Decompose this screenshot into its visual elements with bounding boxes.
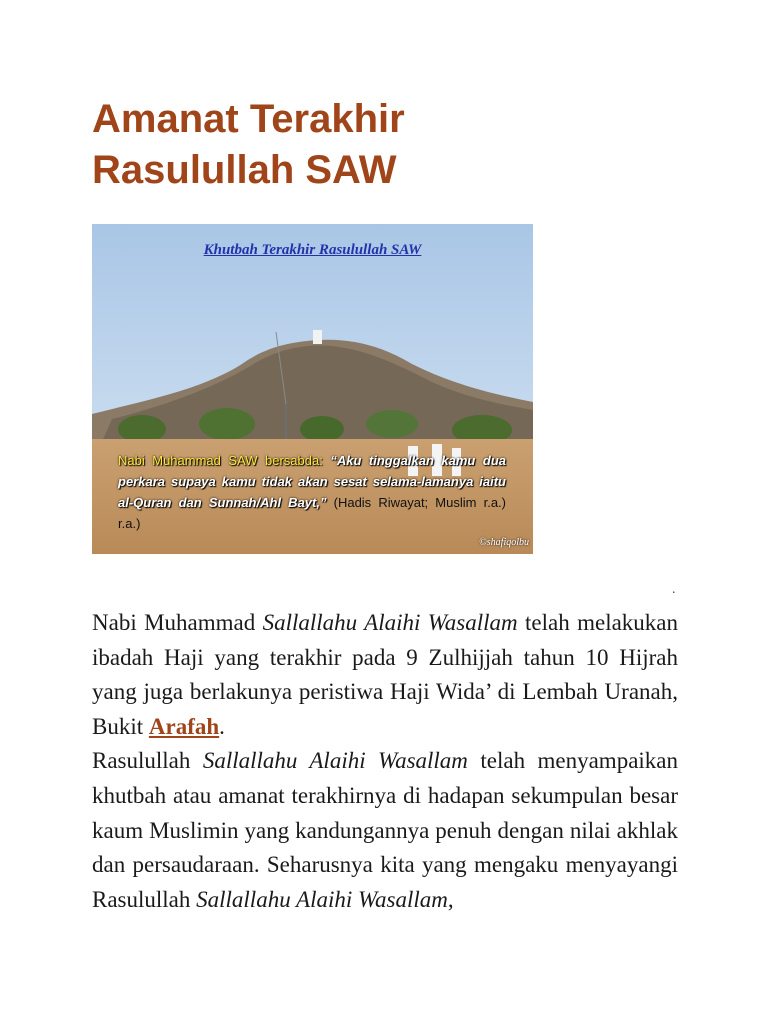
p2-text-3: , <box>447 886 454 912</box>
quote-source: (Hadis Riwayat; Muslim r.a.) r.a.) <box>118 495 506 531</box>
p2-text-1: Rasulullah <box>92 748 203 774</box>
paragraph-2 <box>92 744 678 917</box>
p1-honorific: Sallallahu Alaihi Wasallam <box>262 610 518 635</box>
p1-text-3: . <box>219 713 225 739</box>
p2-honorific-2: Sallallahu Alaihi Wasallam <box>196 886 448 912</box>
p1-text-2: telah melakukan ibadah Haji yang terakhir pada 9 Zulhijjah tahun 10 Hijrah yang juga berlakunya peristiwa Haji Wida’ di Lembah Uranah, Bukit <box>92 610 678 739</box>
page-title-line-1: Amanat Terakhir <box>92 97 405 141</box>
page-title <box>92 94 692 196</box>
khutbah-image <box>92 224 533 554</box>
paragraph-1 <box>92 606 678 744</box>
p1-text-1: Nabi Muhammad <box>92 610 263 635</box>
separator-dot: . <box>672 582 676 597</box>
image-quote <box>118 450 506 534</box>
p2-text-2: telah menyampaikan khutbah atau amanat terakhirnya di hadapan sekumpulan besar kaum Muslimin yang kandungannya penuh dengan nilai akhlak dan persaudaraan. Seharusnya kita yang mengaku menyayangi Rasulullah <box>92 748 678 912</box>
p2-honorific-1: Sallallahu Alaihi Wasallam <box>202 748 468 774</box>
quote-lead: Nabi Muhammad SAW bersabda: <box>118 453 331 468</box>
image-watermark: ©shafiqolbu <box>479 537 529 548</box>
page-title-line-2: Rasulullah SAW <box>92 148 397 192</box>
article-body <box>92 606 678 917</box>
quote-text: “Aku tinggalkan kamu dua perkara supaya kamu tidak akan sesat selama-lamanya iaitu al-Quran dan Sunnah/Ahl Bayt,” <box>118 453 506 510</box>
image-caption: Khutbah Terakhir Rasulullah SAW <box>203 242 422 258</box>
arafah-link[interactable]: Arafah <box>148 713 220 739</box>
